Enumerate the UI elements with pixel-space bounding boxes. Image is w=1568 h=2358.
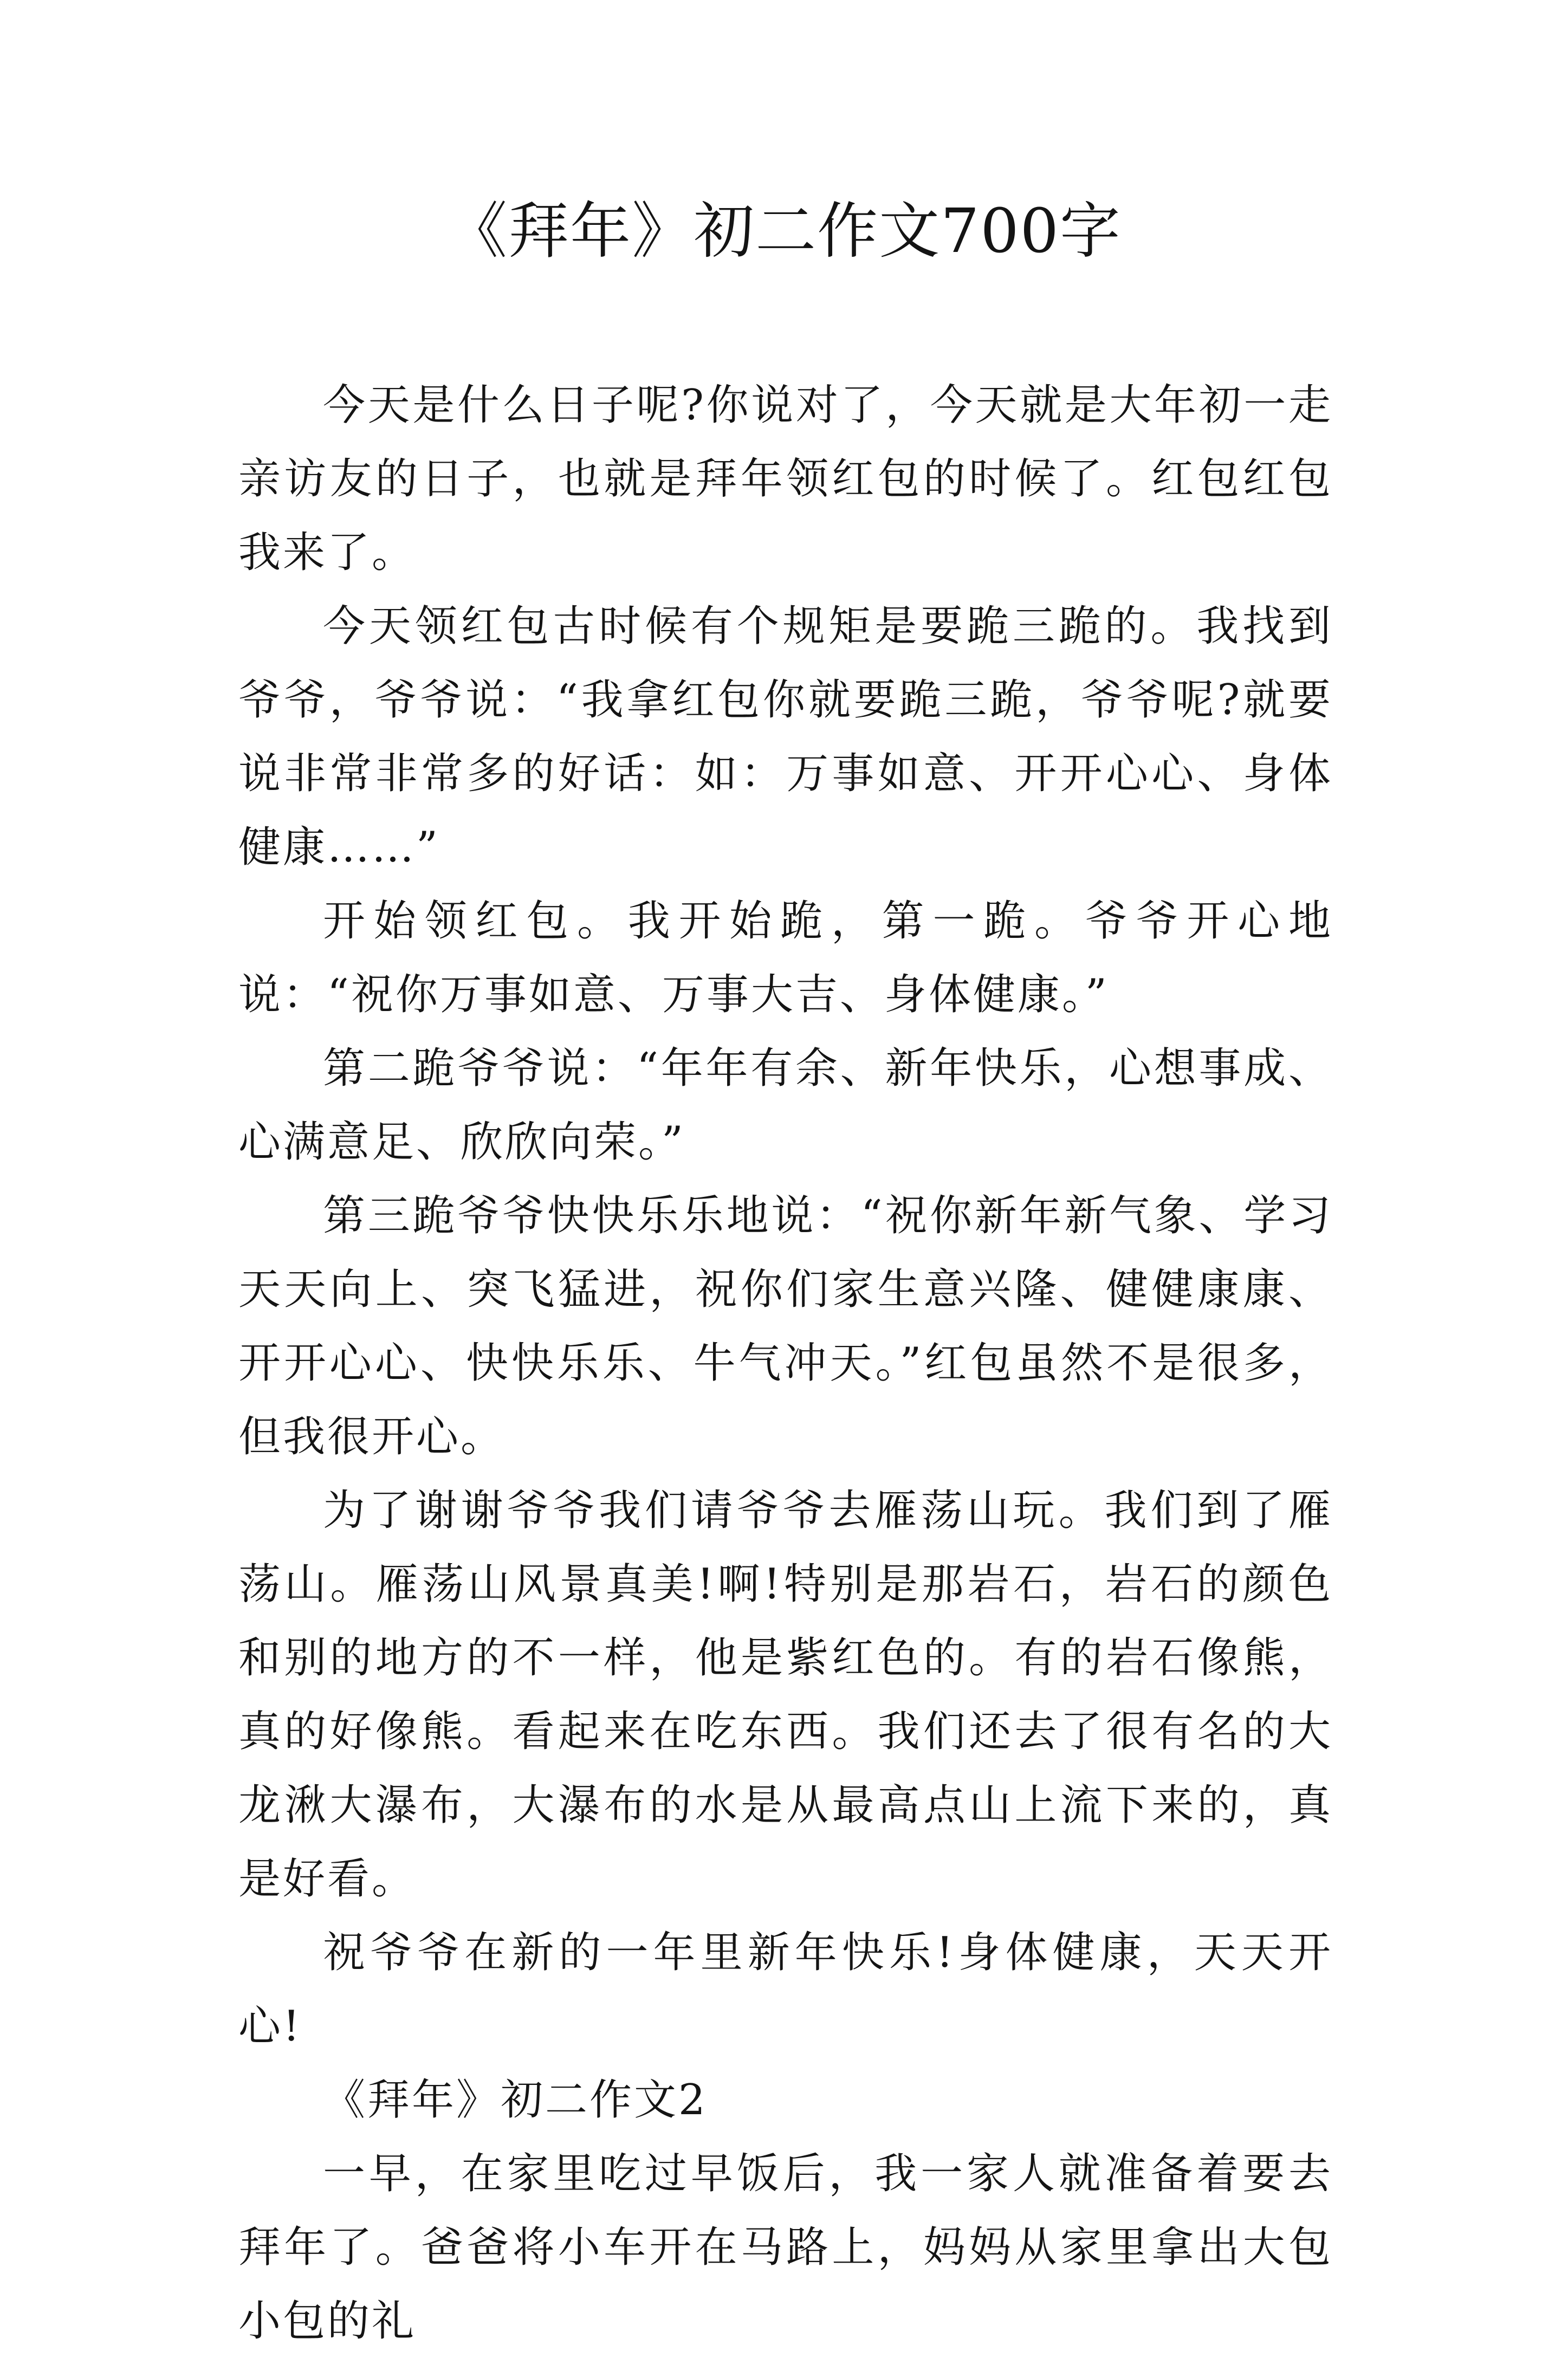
document-title: 《拜年》初二作文700字 (446, 196, 1122, 267)
document-body (238, 368, 1333, 2358)
paragraph: 第三跪爷爷快快乐乐地说：“祝你新年新气象、学习天天向上、突飞猛进，祝你们家生意兴隆、健健康康、开开心心、快快乐乐、牛气冲天。”红包虽然不是很多，但我很开心。 (238, 1191, 1333, 1461)
paragraph: 祝爷爷在新的一年里新年快乐!身体健康，天天开心! (238, 1928, 1333, 2051)
section-heading: 《拜年》初二作文2 (323, 2076, 708, 2124)
paragraph: 一早，在家里吃过早饭后，我一家人就准备着要去拜年了。爸爸将小车开在马路上，妈妈从家里拿出大包小包的礼 (238, 2149, 1333, 2346)
paragraph: 为了谢谢爷爷我们请爷爷去雁荡山玩。我们到了雁荡山。雁荡山风景真美!啊!特别是那岩石，岩石的颜色和别的地方的不一样，他是紫红色的。有的岩石像熊，真的好像熊。看起来在吃东西。我们还去了很有名的大龙湫大瀑布，大瀑布的水是从最高点山上流下来的，真是好看。 (238, 1486, 1333, 1903)
paragraph: 开始领红包。我开始跪，第一跪。爷爷开心地说：“祝你万事如意、万事大吉、身体健康。” (238, 897, 1333, 1019)
paragraph: 第二跪爷爷说：“年年有余、新年快乐，心想事成、心满意足、欣欣向荣。” (238, 1044, 1333, 1167)
paragraph: 今天是什么日子呢?你说对了，今天就是大年初一走亲访友的日子，也就是拜年领红包的时候了。红包红包我来了。 (238, 381, 1333, 577)
paragraph: 今天领红包古时候有个规矩是要跪三跪的。我找到爷爷，爷爷说：“我拿红包你就要跪三跪，爷爷呢?就要说非常非常多的好话：如：万事如意、开开心心、身体健康……” (238, 602, 1333, 872)
